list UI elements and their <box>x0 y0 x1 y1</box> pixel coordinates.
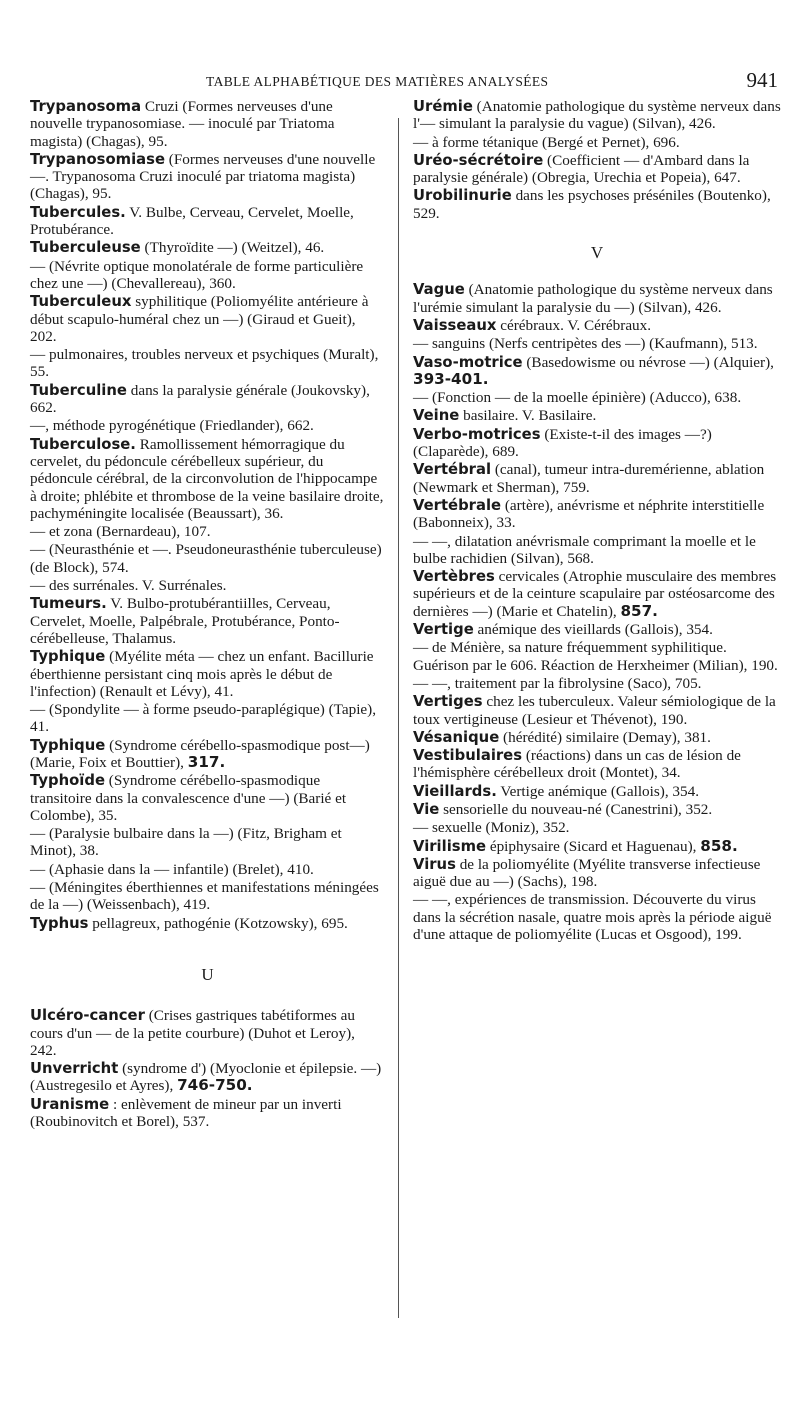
index-subentry <box>413 335 781 352</box>
section-letter-u: U <box>201 964 214 984</box>
index-subentry <box>30 417 385 434</box>
entry-heading: Uréo-sécrétoire <box>413 151 544 169</box>
index-subentry <box>413 533 781 568</box>
entry-text: : enlèvement de mineur par un inverti (Roubinovitch et Borel), 537. <box>30 1095 342 1131</box>
entry-text: (artère), anévrisme et néphrite interstitielle (Babonneix), 33. <box>413 496 765 532</box>
entry-text: Cruzi (Formes nerveuses d'une nouvelle trypanosomiase. — inoculé par Triatoma magista) (Chagas), 95. <box>30 98 335 150</box>
index-entry <box>413 497 781 532</box>
entry-heading: Virilisme <box>413 837 487 855</box>
entry-page-bold: 393-401. <box>413 369 489 388</box>
entry-text: — de Ménière, sa nature fréquemment syphilitique. Guérison par le 606. Réaction de Herxheimer (Milian), 190. <box>413 639 778 674</box>
index-entry <box>30 648 385 700</box>
index-subentry <box>30 258 385 293</box>
index-entry <box>30 595 385 647</box>
entry-text: — (Neurasthénie et —. Pseudoneurasthénie tuberculeuse) (de Block), 574. <box>30 541 382 576</box>
page-header <box>0 66 800 96</box>
index-entry <box>30 151 385 203</box>
index-entry <box>30 382 385 417</box>
index-subentry <box>30 346 385 381</box>
index-entry <box>413 747 781 782</box>
index-entry <box>413 461 781 496</box>
entry-text: (Thyroïdite —) (Weitzel), 46. <box>140 239 325 257</box>
index-subentry <box>30 541 385 576</box>
entry-text: dans les psychoses préséniles (Boutenko), 529. <box>413 187 771 222</box>
index-subentry <box>413 389 781 406</box>
index-subentry <box>413 134 781 151</box>
entry-heading: Vague <box>413 281 465 299</box>
entry-heading: Uranisme <box>30 1095 110 1113</box>
entry-heading: Vie <box>413 800 440 818</box>
entry-heading: Vertiges <box>413 693 483 711</box>
index-subentry <box>30 879 385 914</box>
entry-text: syphilitique (Poliomyélite antérieure à début scapulo-huméral chez un —) (Giraud et Gueit), 202. <box>30 293 369 345</box>
entry-text: — —, traitement par la fibrolysine (Saco), 705. <box>413 674 702 692</box>
entry-text: — à forme tétanique (Bergé et Pernet), 696. <box>413 133 680 151</box>
entry-heading: Trypanosoma <box>30 98 142 115</box>
entry-page-bold: 857. <box>620 601 658 620</box>
entry-text: — sanguins (Nerfs centripètes des —) (Kaufmann), 513. <box>413 335 758 353</box>
entry-page-bold: 858. <box>700 836 738 855</box>
index-entry <box>30 204 385 239</box>
entry-heading: Urémie <box>413 98 473 115</box>
entry-heading: Trypanosomiase <box>30 150 165 168</box>
entry-text: — (Spondylite — à forme pseudo-paraplégique) (Tapie), 41. <box>30 701 377 736</box>
index-subentry <box>413 639 781 674</box>
entry-text: Vertige anémique (Gallois), 354. <box>496 782 699 800</box>
entry-heading: Tuberculeux <box>30 293 132 311</box>
page-number: 941 <box>746 68 778 92</box>
entry-text: (réactions) dans un cas de lésion de l'hémisphère cérébelleux droit (Montet), 34. <box>413 747 741 782</box>
index-entry <box>413 801 781 818</box>
entry-heading: Urobilinurie <box>413 187 512 205</box>
index-entry <box>30 98 385 150</box>
entry-text: dans la paralysie générale (Joukovsky), 662. <box>30 381 370 417</box>
index-entry <box>30 915 385 932</box>
entry-text: — —, expériences de transmission. Découverte du virus dans la sécrétion nasale, quatre mois après la période aiguë d'une attaque de poliomyélite (Lucas et Osgood), 199. <box>413 891 772 944</box>
entry-heading: Vertèbres <box>413 568 495 586</box>
entry-text: —, méthode pyrogénétique (Friedlander), 662. <box>30 417 314 435</box>
entry-text: (Basedowisme ou névrose —) (Alquier), <box>522 353 774 371</box>
entry-text: (hérédité) similaire (Demay), 381. <box>499 728 711 746</box>
entry-text: — pulmonaires, troubles nerveux et psychiques (Muralt), 55. <box>30 346 379 381</box>
index-entry <box>30 293 385 345</box>
index-entry <box>30 239 385 256</box>
entry-text: (canal), tumeur intra-duremérienne, ablation (Newmark et Sherman), 759. <box>413 461 765 496</box>
entry-text: épiphysaire (Sicard et Haguenau), <box>486 837 701 855</box>
index-entry <box>413 152 781 187</box>
entry-text: — (Méningites éberthiennes et manifestations méningées de la —) (Weissenbach), 419. <box>30 879 379 914</box>
entry-heading: Virus <box>413 855 456 873</box>
entry-heading: Vestibulaires <box>413 747 523 765</box>
entry-heading: Vaso-motrice <box>413 353 523 371</box>
index-subentry <box>30 861 385 878</box>
entry-heading: Unverricht <box>30 1060 119 1078</box>
index-entry <box>30 1096 385 1131</box>
entry-text: — (Fonction — de la moelle épinière) (Aducco), 638. <box>413 389 742 407</box>
entry-heading: Verbo-motrices <box>413 425 541 443</box>
entry-heading: Tubercules. <box>30 203 126 221</box>
index-entry <box>413 856 781 891</box>
entry-heading: Vaisseaux <box>413 316 497 334</box>
entry-text: de la poliomyélite (Myélite transverse infectieuse aiguë due au —) (Sachs), 198. <box>413 855 761 891</box>
index-entry <box>413 729 781 746</box>
entry-text: (Anatomie pathologique du système nerveux dans l'urémie simulant la paralysie du —) (Silvan), 426. <box>413 281 773 316</box>
entry-text: chez les tuberculeux. Valeur sémiologique de la toux vertigineuse (Lesieur et Thévenot), 190. <box>413 693 776 728</box>
entry-heading: Typhique <box>30 736 106 754</box>
index-entry <box>413 354 781 389</box>
index-subentry <box>30 701 385 736</box>
entry-page-bold: 317. <box>187 752 226 771</box>
left-column <box>30 98 385 1131</box>
entry-heading: Vésanique <box>413 728 500 746</box>
entry-text: — et zona (Bernardeau), 107. <box>30 523 211 541</box>
index-entry <box>413 317 781 334</box>
index-entry <box>30 772 385 824</box>
index-entry <box>413 98 781 133</box>
entry-text: (Syndrome cérébello-spasmodique transitoire dans la convalescence d'une —) (Barié et Colombe), 35. <box>30 772 347 824</box>
entry-text: — (Névrite optique monolatérale de forme particulière chez une —) (Chevallereau), 360. <box>30 257 364 292</box>
entry-heading: Typhoïde <box>30 772 105 790</box>
index-subentry <box>30 523 385 540</box>
entry-text: pellagreux, pathogénie (Kotzowsky), 695. <box>88 914 348 932</box>
entry-text: — sexuelle (Moniz), 352. <box>413 819 570 837</box>
entry-text: (syndrome d') (Myoclonie et épilepsie. —) (Austregesilo et Ayres), <box>30 1060 382 1095</box>
entry-heading: Tuberculeuse <box>30 239 141 257</box>
index-subentry <box>413 891 781 943</box>
entry-text: (Anatomie pathologique du système nerveux dans l'— simulant la paralysie du vague) (Silvan), 426. <box>413 98 781 133</box>
column-divider <box>398 118 399 1318</box>
entry-text: — (Aphasie dans la — infantile) (Brelet), 410. <box>30 860 314 878</box>
entry-text: anémique des vieillards (Gallois), 354. <box>473 621 713 639</box>
index-entry <box>30 436 385 522</box>
entry-heading: Vertébral <box>413 461 492 479</box>
entry-text: — des surrénales. V. Surrénales. <box>30 577 227 595</box>
entry-heading: Tuberculose. <box>30 435 136 453</box>
index-subentry <box>30 825 385 860</box>
entry-text: V. Bulbo-protubérantiilles, Cerveau, Cervelet, Moelle, Palpébrale, Protubérance, Ponto-cérébelleuse, Thalamus. <box>30 595 340 647</box>
entry-heading: Vertige <box>413 621 474 639</box>
entry-text: (Syndrome cérébello-spasmodique post—) (Marie, Foix et Bouttier), <box>30 736 370 771</box>
index-entry <box>413 568 781 620</box>
entry-page-bold: 746-750. <box>177 1076 253 1095</box>
index-subentry <box>413 675 781 692</box>
entry-text: cervicales (Atrophie musculaire des membres supérieurs et de la ceinture scapulaire par ostéosarcome des dernières —) (Marie et Chatelin), <box>413 568 777 620</box>
index-entry <box>413 621 781 638</box>
entry-text: sensorielle du nouveau-né (Canestrini), 352. <box>439 800 713 818</box>
index-entry <box>413 187 781 222</box>
index-subentry <box>30 577 385 594</box>
index-subentry <box>413 819 781 836</box>
index-entry <box>413 407 781 424</box>
entry-heading: Typhus <box>30 914 89 932</box>
index-entry <box>413 693 781 728</box>
index-entry <box>413 281 781 316</box>
entry-text: (Myélite méta — chez un enfant. Bacillurie éberthienne persistant cinq mois après le début de l'infection) (Renault et Lévy), 41. <box>30 648 374 700</box>
entry-text: — (Paralysie bulbaire dans la —) (Fitz, Brigham et Minot), 38. <box>30 825 342 860</box>
running-title: TABLE ALPHABÉTIQUE DES MATIÈRES ANALYSÉES <box>206 74 549 89</box>
entry-text: V. Bulbe, Cerveau, Cervelet, Moelle, Protubérance. <box>30 203 354 239</box>
entry-heading: Vertébrale <box>413 496 502 514</box>
entry-heading: Tumeurs. <box>30 595 107 613</box>
entry-text: — —, dilatation anévrismale comprimant la moelle et le bulbe rachidien (Silvan), 568. <box>413 532 756 567</box>
index-entry <box>30 1007 385 1059</box>
entry-heading: Veine <box>413 407 460 425</box>
entry-text: (Formes nerveuses d'une nouvelle —. Trypanosoma Cruzi inoculé par triatoma magista) (Chagas), 95. <box>30 150 376 203</box>
entry-heading: Vieillards. <box>413 782 497 800</box>
right-column <box>413 98 781 944</box>
entry-heading: Ulcéro-cancer <box>30 1007 145 1025</box>
entry-text: (Crises gastriques tabétiformes au cours d'un — de la petite courbure) (Duhot et Leroy), 242. <box>30 1007 355 1059</box>
entry-text: (Existe-t-il des images —?) (Claparède), 689. <box>413 425 712 461</box>
entry-text: cérébraux. V. Cérébraux. <box>496 316 652 334</box>
index-entry <box>413 783 781 800</box>
entry-text: Ramollissement hémorragique du cervelet, du pédoncule cérébelleux supérieur, du pédoncule cérébral, de la circonvolution de l'hippocampe à droite; phlébite et thrombose de la veine basilaire droite, pachyméningite localisée (Beaussart), 36. <box>30 435 384 522</box>
index-entry <box>30 1060 385 1095</box>
entry-text: (Coefficient — d'Ambard dans la paralysie générale) (Obregia, Urechia et Popeia), 647. <box>413 151 750 187</box>
entry-heading: Tuberculine <box>30 381 127 399</box>
index-entry <box>30 737 385 772</box>
index-entry <box>413 838 781 855</box>
index-entry <box>413 426 781 461</box>
section-letter-v: V <box>590 243 604 263</box>
entry-text: basilaire. V. Basilaire. <box>459 407 597 425</box>
entry-heading: Typhique <box>30 648 106 666</box>
